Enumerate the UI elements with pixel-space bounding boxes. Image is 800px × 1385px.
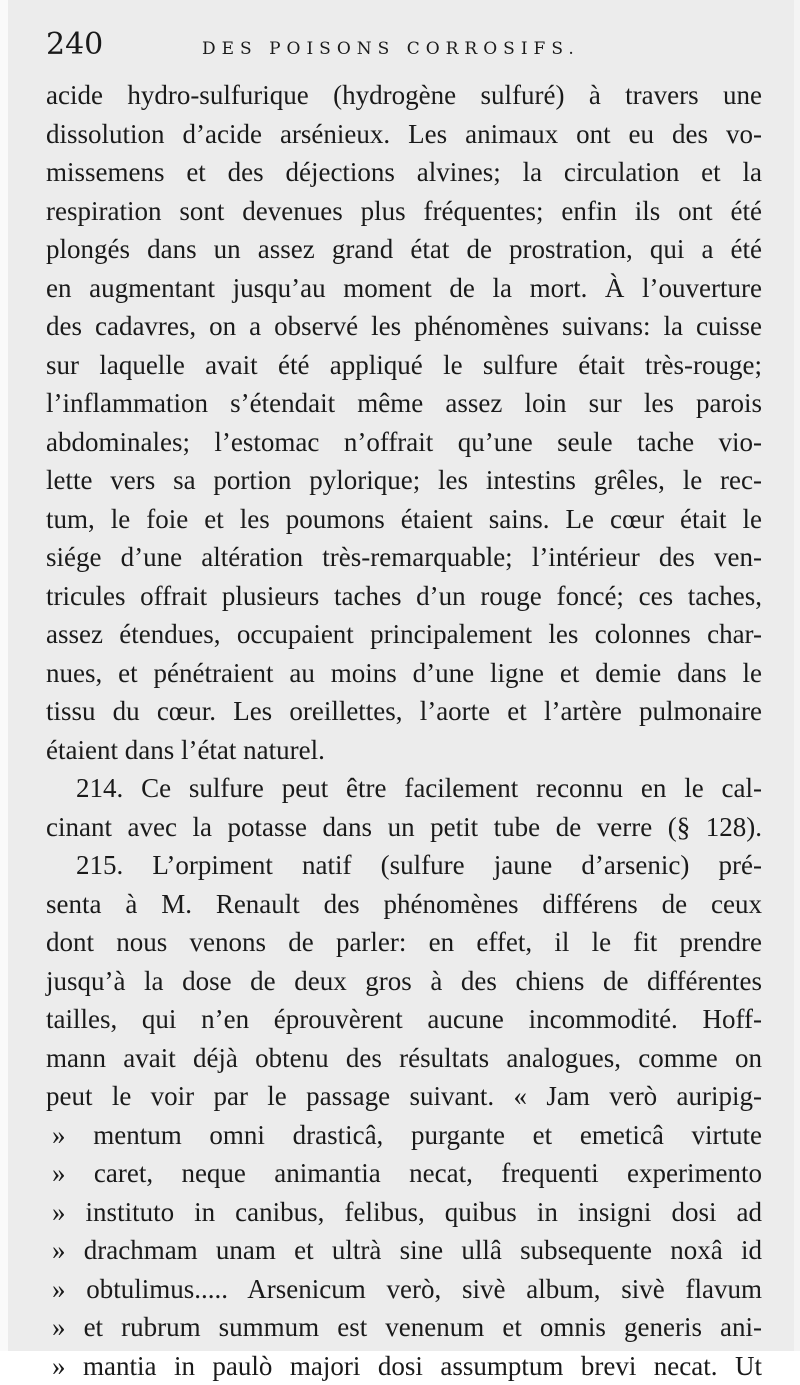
text-line: » caret, neque animantia necat, frequenti experimento bbox=[46, 1154, 762, 1193]
text-line: peut le voir par le passage suivant. « Jam verò auripig- bbox=[46, 1077, 762, 1116]
text-line: lette vers sa portion pylorique; les intestins grêles, le rec- bbox=[46, 461, 762, 500]
text-line: » mentum omni drasticâ, purgante et emeticâ virtute bbox=[46, 1116, 762, 1155]
text-line: siége d’une altération très-remarquable; l’intérieur des ven- bbox=[46, 538, 762, 577]
text-line: des cadavres, on a observé les phénomènes suivans: la cuisse bbox=[46, 307, 762, 346]
text-line: » mantia in paulò majori dosi assumptum brevi necat. Ut bbox=[46, 1347, 762, 1385]
text-line: sur laquelle avait été appliqué le sulfure était très-rouge; bbox=[46, 346, 762, 385]
text-line: tricules offrait plusieurs taches d’un rouge foncé; ces taches, bbox=[46, 577, 762, 616]
text-line: missemens et des déjections alvines; la circulation et la bbox=[46, 153, 762, 192]
text-line: dissolution d’acide arsénieux. Les animaux ont eu des vo- bbox=[46, 115, 762, 154]
text-line: l’inflammation s’étendait même assez loin sur les parois bbox=[46, 384, 762, 423]
text-line: étaient dans l’état naturel. bbox=[46, 731, 762, 770]
text-line: assez étendues, occupaient principalement les colonnes char- bbox=[46, 615, 762, 654]
text-line: » et rubrum summum est venenum et omnis generis ani- bbox=[46, 1308, 762, 1347]
text-line: 214. Ce sulfure peut être facilement reconnu en le cal- bbox=[46, 769, 762, 808]
text-line: tailles, qui n’en éprouvèrent aucune incommodité. Hoff- bbox=[46, 1000, 762, 1039]
text-line: cinant avec la potasse dans un petit tube de verre (§ 128). bbox=[46, 808, 762, 847]
text-line: 215. L’orpiment natif (sulfure jaune d’arsenic) pré- bbox=[46, 846, 762, 885]
text-line: abdominales; l’estomac n’offrait qu’une seule tache vio- bbox=[46, 423, 762, 462]
page-number: 240 bbox=[46, 30, 103, 60]
page-edge-left bbox=[0, 0, 8, 1351]
text-line: » instituto in canibus, felibus, quibus in insigni dosi ad bbox=[46, 1193, 762, 1232]
page-content bbox=[46, 0, 762, 1385]
page-edge-right bbox=[794, 0, 800, 1351]
page-header bbox=[46, 0, 762, 76]
text-line: senta à M. Renault des phénomènes différens de ceux bbox=[46, 885, 762, 924]
text-line: nues, et pénétraient au moins d’une ligne et demie dans le bbox=[46, 654, 762, 693]
text-line: en augmentant jusqu’au moment de la mort. À l’ouverture bbox=[46, 269, 762, 308]
text-line: respiration sont devenues plus fréquentes; enfin ils ont été bbox=[46, 192, 762, 231]
running-title: DES POISONS CORROSIFS. bbox=[202, 40, 580, 58]
text-line: » drachmam unam et ultrà sine ullâ subsequente noxâ id bbox=[46, 1231, 762, 1270]
text-line: tissu du cœur. Les oreillettes, l’aorte et l’artère pulmonaire bbox=[46, 692, 762, 731]
text-line: mann avait déjà obtenu des résultats analogues, comme on bbox=[46, 1039, 762, 1078]
text-line: plongés dans un assez grand état de prostration, qui a été bbox=[46, 230, 762, 269]
text-line: tum, le foie et les poumons étaient sains. Le cœur était le bbox=[46, 500, 762, 539]
text-line: » obtulimus..... Arsenicum verò, sivè album, sivè flavum bbox=[46, 1270, 762, 1309]
body-text bbox=[46, 76, 762, 1385]
text-line: jusqu’à la dose de deux gros à des chiens de différentes bbox=[46, 962, 762, 1001]
text-line: acide hydro-sulfurique (hydrogène sulfuré) à travers une bbox=[46, 76, 762, 115]
text-line: dont nous venons de parler: en effet, il le fit prendre bbox=[46, 923, 762, 962]
